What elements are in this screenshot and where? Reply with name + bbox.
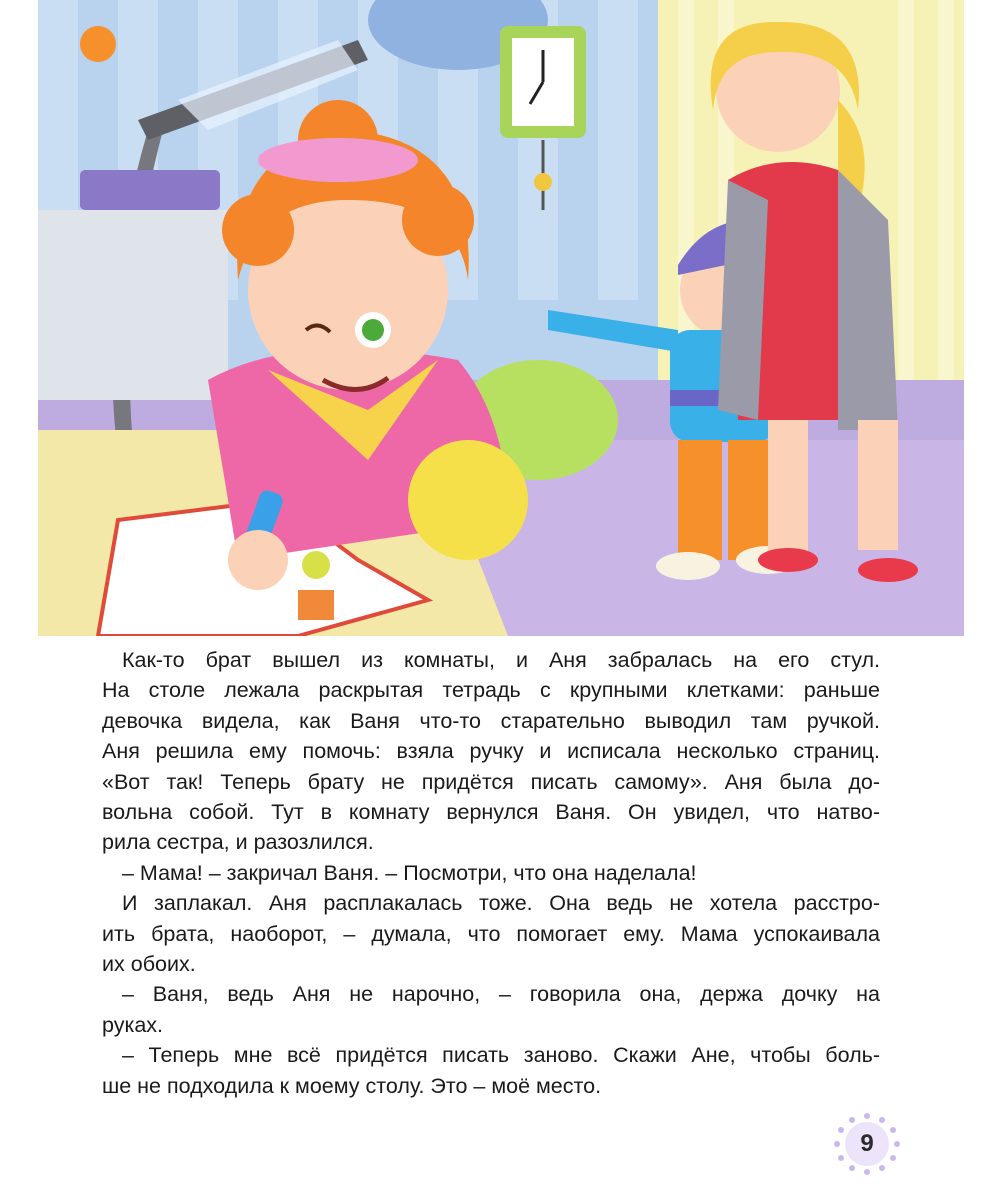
page-number: 9 [860,1130,874,1157]
text-line: рила сестра, и разозлился. [102,830,374,855]
text-line: Аня решила ему помочь: взяла ручку и исписала несколько страниц. [102,739,880,764]
dialogue-line: – Ваня, ведь Аня не нарочно, – говорила она, держа дочку на [122,982,880,1007]
text-line: Как-то брат вышел из комнаты, и Аня забралась на его стул. [122,648,880,672]
story-text [102,645,880,1101]
page-number-badge [832,1112,902,1176]
dialogue-line: ше не подходила к моему столу. Это – моё место. [102,1073,602,1098]
text-line: «Вот так! Теперь брату не придётся писать самому». Аня была до- [102,769,880,794]
dialogue-line: – Мама! – закричал Ваня. – Посмотри, что она наделала! [122,860,697,885]
text-line: ить брата, наоборот, – думала, что помогает ему. Мама успокаивала [102,921,880,946]
text-line: вольна собой. Тут в комнату вернулся Ваня. Он увидел, что натво- [102,800,880,825]
story-illustration [38,0,964,636]
text-line: девочка видела, как Ваня что-то старательно выводил там ручкой. [102,708,880,733]
dialogue-line: – Теперь мне всё придётся писать заново. Скажи Ане, чтобы боль- [122,1043,880,1068]
dialogue-line: руках. [102,1012,164,1037]
storybook-illustration-icon [38,0,964,636]
text-line: их обоих. [102,952,196,977]
text-line: На столе лежала раскрытая тетрадь с крупными клетками: раньше [102,678,880,703]
text-line: И заплакал. Аня расплакалась тоже. Она ведь не хотела расстро- [122,891,880,916]
